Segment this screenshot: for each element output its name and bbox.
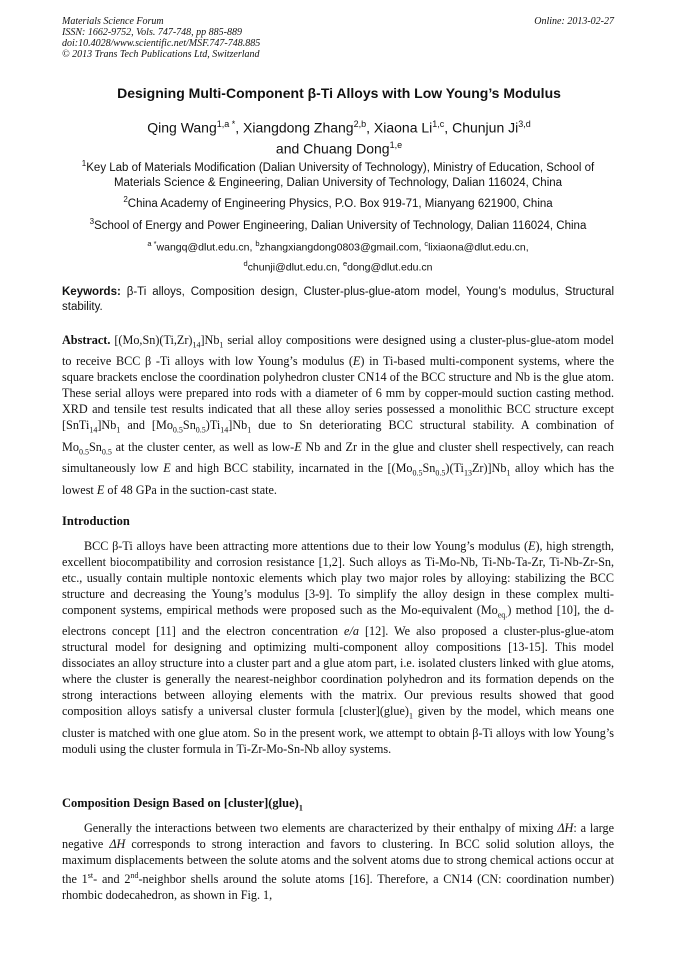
abstract-text: ]Nb [228,418,248,433]
author-affil-mark: 2,b [353,119,367,129]
superscript: st [87,871,94,880]
abstract-text: [(Mo,Sn)(Ti,Zr) [114,333,193,347]
affiliation-mark: 2 [123,195,128,204]
abstract-text: serial alloy compositions were designed using a cluster-plus-glue-atom model to receive BCC β -Ti alloys with low Young’s modulus ( [62,333,615,369]
subscript: 14 [89,425,98,435]
subscript: 14 [192,340,201,350]
online-date: Online: 2013-02-27 [534,16,614,27]
affiliation-mark: 1 [81,159,87,168]
author-affil-mark: 1,a * [216,119,236,129]
abstract-text: Sn [88,439,102,454]
author-name: Chuang Dong [303,140,390,157]
symbol-e: E [294,439,302,454]
author-affil-mark: 1,c [432,119,445,129]
doi-line: doi:10.4028/www.scientific.net/MSF.747-748.885 [62,38,261,49]
email-mark: d [243,258,248,268]
copyright-line: © 2013 Trans Tech Publications Ltd, Switzerland [62,49,260,60]
keywords-label: Keywords: [62,286,121,298]
email-mark: e [342,258,348,268]
symbol-e: E [96,482,105,497]
abstract-text: ) in Ti-based multi-component systems, where the square brackets enclose the coordination polyhedron cluster CN14 of the BCC structure and Nb is the glue atom. These serial alloys were prepared into rods with a diameter of 6 mm by copper-mould suction casting method. XRD and tensile test results indicated that all these alloy series possessed a monolithic BCC structure except [SnTi [62,354,615,433]
affiliation [62,156,614,191]
abstract-text: at the cluster center, as well as low- [111,439,295,454]
abstract-text: of 48 GPa in the suction-cast state. [104,482,277,497]
body-text-segment: BCC β-Ti alloys have been attracting more attentions due to their low Young’s modulus ( [84,539,529,553]
section-heading-composition [62,796,303,813]
abstract-text: )Ti [205,418,221,433]
journal-name: Materials Science Forum [62,16,164,27]
keywords [62,285,614,315]
subscript: 1 [116,425,121,435]
subscript: 1 [298,803,303,813]
affiliation [62,192,614,212]
abstract-text: due to Sn deteriorating BCC structural stability. A combination of Mo [62,418,614,454]
introduction-paragraph [62,538,614,757]
heading-text: Composition Design Based on [cluster](glue) [62,796,299,810]
subscript: 1 [219,340,224,350]
symbol-ea: e/a [344,624,359,639]
body-text-segment: [12]. We also proposed a cluster-plus-glue-atom structural model for designing and optimizing multi-component alloy compositions [13-15]. This model dissociates an alloy structure into a cluster part and a glue atom part, i.e. isolated clusters linked with glue atoms, where the cluster is generally the nearest-neighbor coordination polyhedron and its formation depends on the strong interactions between alloying elements with the matrix. Our previous results showed that good composition alloys satisfy a universal cluster formula [cluster](glue) [62,624,614,719]
journal-header [62,16,260,60]
body-text-segment: Generally the interactions between two elements are characterized by their enthalpy of mixing [84,821,558,835]
body-text-segment: -neighbor shells around the solute atoms [16]. Therefore, a CN14 (CN: coordination number) rhombic dodecahedron, as shown in Fig. 1, [62,872,615,903]
issn-line: ISSN: 1662-9752, Vols. 747-748, pp 885-889 [62,27,242,38]
email-line-2 [62,256,614,276]
body-text-segment: - and 2 [93,872,131,887]
author-affil-mark: 3,d [518,119,531,129]
affiliation-text: China Academy of Engineering Physics, P.O. Box 919-71, Mianyang 621900, China [127,197,553,210]
subscript: eq. [497,610,508,620]
abstract-label: Abstract. [62,333,111,347]
composition-paragraph [62,820,614,903]
email-address[interactable]: lixiaona@dlut.edu.cn, [428,241,529,254]
author-line-2 [0,137,678,158]
subscript: 0.5 [78,447,89,457]
author-name: Xiangdong Zhang [243,119,354,136]
abstract [62,332,614,498]
email-line-1 [62,236,614,256]
email-address[interactable]: dong@dlut.edu.cn [347,261,433,273]
subscript: 1 [247,425,252,435]
subscript: 14 [220,425,229,435]
subscript: 0.5 [172,425,183,435]
author-list [0,116,678,157]
body-text-segment: given by the model, which means one cluster is matched with one glue atom. So in the present work, we attempt to obtain β-Ti alloys with low Young’s moduli using the cluster formula in Ti-Zr-Mo-Sn-Nb alloy systems. [62,704,615,756]
body-text-segment: ), high strength, excellent biocompatibility and corrosion resistance [1,2]. Such alloys as Ti-Mo-Nb, Ti-Nb-Ta-Zr, Ti-Nb-Zr-Sn, etc., usually contain multiple nontoxic elements which play two major roles by alloying: stabilizing the BCC structure and decreasing the Young’s modulus [3-9]. To simplify the alloy design in these complex multi-component systems, empirical methods were proposed such as the Mo-equivalent (Mo [62,539,614,617]
email-list [62,236,614,275]
email-address[interactable]: zhangxiangdong0803@gmail.com, [259,241,422,254]
author-affil-mark: 1,e [389,139,403,150]
email-address[interactable]: chunji@dlut.edu.cn, [247,261,341,273]
abstract-text: Zr)]Nb [471,461,507,476]
author-conjunction: and [275,140,300,157]
abstract-text: )(Ti [445,461,464,476]
symbol-e: E [163,461,171,476]
abstract-text: Sn [182,418,196,433]
email-address[interactable]: wangq@dlut.edu.cn, [156,241,253,254]
superscript: nd [130,871,139,880]
affiliation-text: School of Energy and Power Engineering, Dalian University of Technology, Dalian 116024, China [94,219,587,232]
symbol-dh: ΔH [557,821,574,835]
author-name: Xiaona Li [373,119,433,136]
symbol-e: E [528,539,536,553]
author-line-1: Qing Wang$^{1,a *}$, Xiangdong Zhang$^{2,b}$, Xiaona Li$^{1,c}$, Chunjun Ji$^{3,d}$ [147,119,531,136]
author-name: Qing Wang [147,119,217,136]
subscript: 0.5 [101,447,112,457]
symbol-e: E [352,354,361,369]
body-text-segment: : a large negative [62,821,614,851]
body-text-segment: corresponds to strong interaction and favors to clustering. In BCC solid solution alloys, the maximum displacements between the solute atoms and the solvent atoms due to strong chemical actions occur at the 1 [62,837,614,887]
body-text-segment: ) method [10], the d-electrons concept [11] and the electron concentration [62,603,614,639]
affiliation-mark: 3 [89,217,95,226]
keywords-text: β-Ti alloys, Composition design, Cluster-plus-glue-atom model, Young’s modulus, Structural stability. [62,286,614,313]
subscript: 13 [463,468,472,478]
abstract-text: Sn [422,461,436,476]
affiliation [62,214,614,234]
abstract-text: ]Nb [97,418,117,433]
subscript: 1 [408,711,413,721]
abstract-text: alloy which has the lowest [62,461,614,497]
subscript: 1 [506,468,511,478]
email-mark: c [424,239,429,248]
affiliation-text: Key Lab of Materials Modification (Dalian University of Technology), Ministry of Education, School of Materials Science & Engineering, Dalian University of Technology, Dalian 116024, China [86,161,595,189]
author-name: Chunjun Ji [452,119,519,136]
subscript: 0.5 [412,468,423,478]
symbol-dh: ΔH [109,837,126,851]
abstract-text: and [Mo [120,418,173,433]
subscript: 0.5 [435,468,446,478]
email-mark: b [255,239,260,248]
abstract-text: Nb and Zr in the glue and cluster shell respectively, can reach simultaneously low [62,439,615,476]
section-heading-introduction: Introduction [62,514,130,528]
paper-title: Designing Multi-Component β-Ti Alloys with Low Young’s Modulus [117,85,561,101]
abstract-text: ]Nb [200,333,220,347]
email-mark: a * [147,239,157,248]
subscript: 0.5 [195,425,206,435]
abstract-text: and high BCC stability, incarnated in the [(Mo [170,461,413,476]
